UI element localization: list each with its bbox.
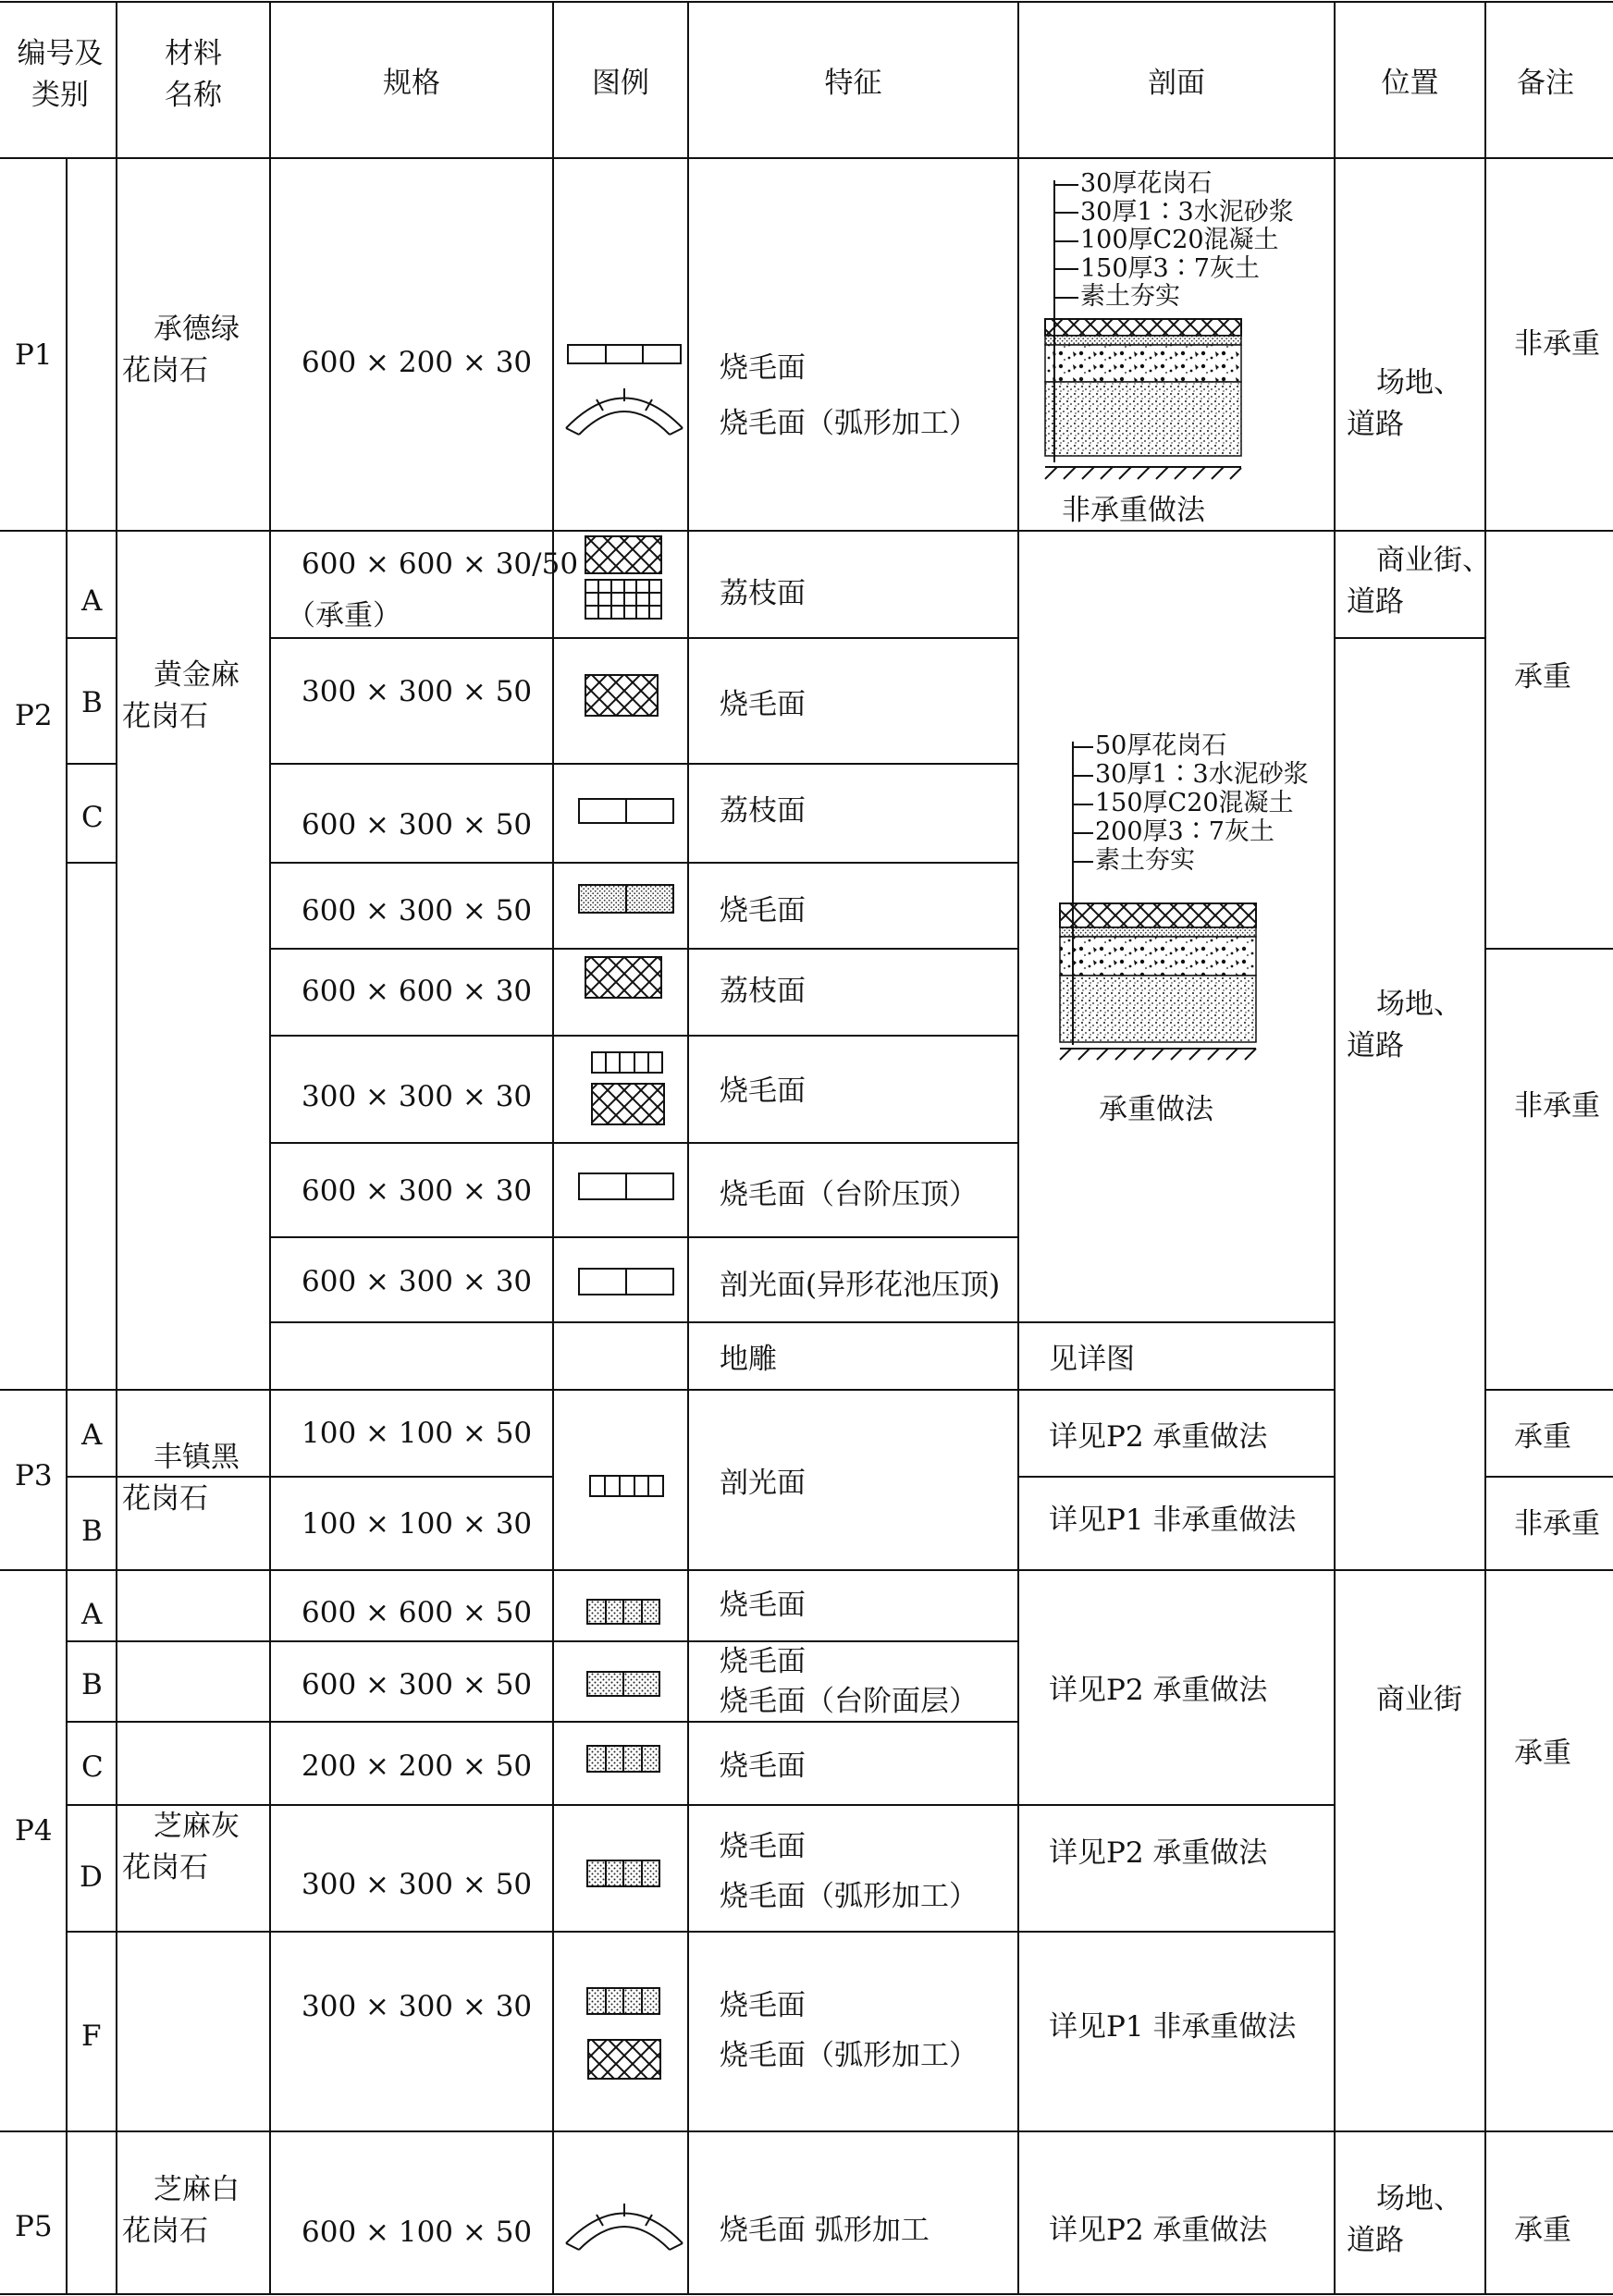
p2-remark-top: 承重 xyxy=(1514,660,1571,694)
p1-section-layers: 30厚花岗石 30厚1∶3水泥砂浆 100厚C20混凝土 150厚3∶7灰土 素土夯实 xyxy=(1080,169,1294,311)
header-code-type: 编号及 类别 xyxy=(17,37,104,112)
p2-material: 黄金麻 花岗石 xyxy=(122,658,240,733)
header-feature: 特征 xyxy=(824,67,882,100)
p2-row2-spec: 300 × 300 × 50 xyxy=(302,675,533,708)
p4-spec-f: 300 × 300 × 30 xyxy=(302,1990,533,2023)
p4-sub-c: C xyxy=(81,1750,104,1784)
legend-p2-smallgrid-icon xyxy=(592,1052,662,1073)
header-spec: 规格 xyxy=(383,67,440,100)
p5-spec: 600 × 100 × 50 xyxy=(302,2216,533,2249)
legend-p2-planter-rect-icon xyxy=(579,1269,673,1295)
p5-location: 场地、 道路 xyxy=(1347,2182,1462,2257)
legend-p2-stepcap-rect-icon xyxy=(579,1173,673,1199)
p2-row6-feature: 烧毛面 xyxy=(720,1074,806,1108)
p1-features: 烧毛面 烧毛面（弧形加工） xyxy=(720,351,978,440)
p3-feature: 剖光面 xyxy=(720,1467,806,1500)
p3-remark-b: 非承重 xyxy=(1514,1507,1600,1541)
p4-remark: 承重 xyxy=(1514,1737,1571,1770)
p5-feature: 烧毛面 弧形加工 xyxy=(720,2214,930,2247)
legend-p4c-dotted-grid-icon xyxy=(587,1746,659,1772)
p4-section-f: 详见P1 非承重做法 xyxy=(1049,2010,1297,2044)
p4-sub-d: D xyxy=(80,1860,103,1894)
legend-p5-arc-icon xyxy=(566,2204,683,2250)
p4-feature-a: 烧毛面 xyxy=(720,1589,806,1622)
p5-material: 芝麻白 花岗石 xyxy=(122,2173,240,2248)
p2-row4-feature: 烧毛面 xyxy=(720,894,806,927)
p2-section-caption: 承重做法 xyxy=(1099,1093,1213,1126)
p2-sub-b: B xyxy=(81,686,103,719)
legend-p2c-rect-icon xyxy=(579,799,673,823)
p3-sub-a: A xyxy=(81,1418,103,1452)
legend-p1-rect-icon xyxy=(568,345,681,363)
legend-p4b-dotted-rect-icon xyxy=(587,1672,659,1696)
legend-p4f-crosshatch-icon xyxy=(588,2040,660,2079)
legend-p2a-grid-icon xyxy=(585,580,661,619)
p1-spec: 600 × 200 × 30 xyxy=(302,346,533,379)
legend-p3-smallgrid-icon xyxy=(590,1476,663,1496)
p3-spec-b: 100 × 100 × 30 xyxy=(302,1507,533,1541)
p4-section-abc: 详见P2 承重做法 xyxy=(1049,1674,1268,1707)
legend-p2-dotted-rect-icon xyxy=(579,885,673,913)
legend-p4f-dotted-grid-icon xyxy=(587,1988,659,2014)
p4-section-d: 详见P2 承重做法 xyxy=(1049,1836,1268,1870)
p4-sub-f: F xyxy=(81,2020,102,2053)
p3-remark-a: 承重 xyxy=(1514,1420,1571,1454)
p3-code: P3 xyxy=(15,1459,53,1492)
p3-material: 丰镇黑 花岗石 xyxy=(122,1441,240,1516)
p2-row1-feature: 荔枝面 xyxy=(720,577,806,610)
p1-code: P1 xyxy=(15,338,53,372)
legend-p2b-crosshatch-icon xyxy=(585,675,658,716)
p5-remark: 承重 xyxy=(1514,2214,1571,2247)
legend-p2-crosshatch3-icon xyxy=(592,1084,664,1124)
p2-row7-spec: 600 × 300 × 30 xyxy=(302,1174,533,1208)
p4-location: 商业街 xyxy=(1376,1683,1462,1716)
legend-p1-arc-icon xyxy=(566,388,683,435)
p2-location-rest: 场地、 道路 xyxy=(1347,988,1462,1062)
p4-sub-b: B xyxy=(81,1668,103,1701)
p2-row3-spec: 600 × 300 × 50 xyxy=(302,808,533,841)
p2-location-a: 商业街、 道路 xyxy=(1347,544,1491,619)
header-remark: 备注 xyxy=(1517,67,1574,100)
p2-sub-a: A xyxy=(81,584,103,618)
p3-spec-a: 100 × 100 × 50 xyxy=(302,1417,533,1450)
p2-row2-feature: 烧毛面 xyxy=(720,688,806,721)
header-location: 位置 xyxy=(1381,67,1439,100)
p2-carving-section: 见详图 xyxy=(1049,1343,1135,1376)
legend-p2-crosshatch2-icon xyxy=(585,957,661,998)
p4-feature-f: 烧毛面 烧毛面（弧形加工） xyxy=(720,1989,978,2072)
p4-feature-c: 烧毛面 xyxy=(720,1750,806,1783)
p4-spec-c: 200 × 200 × 50 xyxy=(302,1750,533,1783)
header-section: 剖面 xyxy=(1148,67,1205,100)
p3-section-b: 详见P1 非承重做法 xyxy=(1049,1504,1297,1537)
legend-p2a-crosshatch-icon xyxy=(585,536,661,573)
p3-section-a: 详见P2 承重做法 xyxy=(1049,1420,1268,1454)
p2-section-layers: 50厚花岗石 30厚1∶3水泥砂浆 150厚C20混凝土 200厚3∶7灰土 素土夯实 xyxy=(1095,731,1309,875)
p2-row8-feature: 剖光面(异形花池压顶) xyxy=(720,1269,1001,1302)
p3-sub-b: B xyxy=(81,1515,103,1548)
p4-spec-b: 600 × 300 × 50 xyxy=(302,1668,533,1701)
p4-feature-b: 烧毛面 烧毛面（台阶面层） xyxy=(720,1645,978,1718)
p2-row4-spec: 600 × 300 × 50 xyxy=(302,894,533,927)
p2-remark-bottom: 非承重 xyxy=(1514,1089,1600,1123)
p2-row6-spec: 300 × 300 × 30 xyxy=(302,1080,533,1113)
p4-spec-d: 300 × 300 × 50 xyxy=(302,1868,533,1901)
p5-code: P5 xyxy=(15,2210,53,2243)
p2-row5-feature: 荔枝面 xyxy=(720,975,806,1008)
p2-carving-feature: 地雕 xyxy=(720,1343,777,1376)
p4-spec-a: 600 × 600 × 50 xyxy=(302,1596,533,1629)
p2-row3-feature: 荔枝面 xyxy=(720,794,806,828)
legend-p4a-dotted-grid-icon xyxy=(587,1600,659,1624)
p1-section-caption: 非承重做法 xyxy=(1062,494,1205,527)
header-material-name: 材料 名称 xyxy=(165,37,222,112)
p5-section: 详见P2 承重做法 xyxy=(1049,2214,1268,2247)
p4-sub-a: A xyxy=(81,1598,103,1631)
p4-feature-d: 烧毛面 烧毛面（弧形加工） xyxy=(720,1830,978,1913)
p4-code: P4 xyxy=(15,1814,53,1848)
p2-code: P2 xyxy=(15,699,53,732)
p2-row5-spec: 600 × 600 × 30 xyxy=(302,975,533,1008)
p2-sub-c: C xyxy=(81,801,104,834)
header-legend: 图例 xyxy=(592,67,649,100)
p1-material: 承德绿 花岗石 xyxy=(122,313,240,387)
p2-row8-spec: 600 × 300 × 30 xyxy=(302,1265,533,1298)
p1-remark: 非承重 xyxy=(1514,327,1600,361)
p4-material: 芝麻灰 花岗石 xyxy=(122,1810,240,1885)
p1-location: 场地、 道路 xyxy=(1347,366,1462,441)
p2-row7-feature: 烧毛面（台阶压顶） xyxy=(720,1178,978,1211)
p2-row1-spec: 600 × 600 × 30/50 （承重） xyxy=(287,547,579,632)
legend-p4d-dotted-grid-icon xyxy=(587,1860,659,1886)
